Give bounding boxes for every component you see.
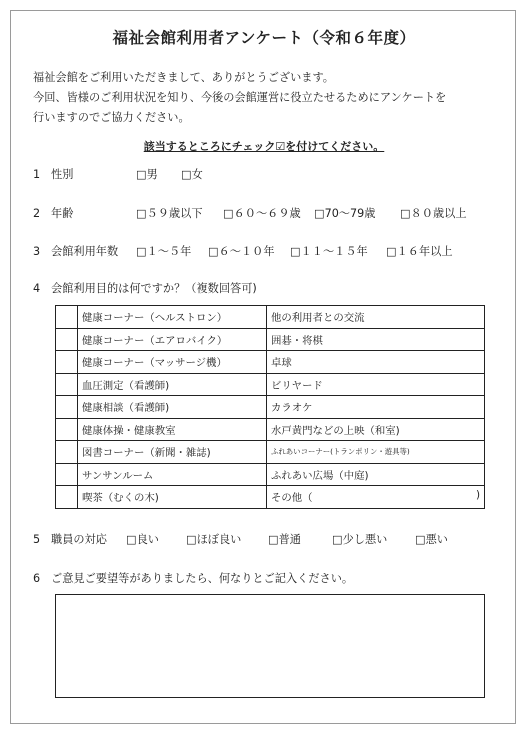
purpose-item: サンサンルーム	[78, 463, 267, 486]
question-staff	[33, 531, 448, 547]
checkbox-cell[interactable]	[56, 351, 78, 374]
instruction-text: 該当するところにチェック☑を付けてください。	[143, 140, 385, 153]
checkbox-cell[interactable]	[56, 396, 78, 419]
question-label: 年齢	[51, 207, 74, 220]
table-row	[56, 463, 485, 486]
purpose-item: 健康体操・健康教室	[78, 418, 267, 441]
question-label: 会館利用年数	[51, 245, 119, 258]
question-number: 1	[33, 168, 41, 181]
table-row	[56, 373, 485, 396]
intro-text	[33, 68, 446, 128]
page-title: 福祉会館利用者アンケート（令和６年度）	[112, 29, 416, 47]
purpose-item: 健康相談（看護師)	[78, 396, 267, 419]
question-number: 3	[33, 245, 41, 258]
option-male[interactable]: □男	[136, 168, 158, 181]
purpose-item: 健康コーナー（エアロバイク）	[78, 328, 267, 351]
intro-line: 行いますのでご協力ください。	[33, 111, 190, 124]
table-row	[56, 328, 485, 351]
checkbox-cell[interactable]	[56, 418, 78, 441]
question-purpose	[33, 280, 257, 296]
option-mostly-good[interactable]: □ほぼ良い	[186, 533, 242, 546]
question-number: 4	[33, 282, 41, 295]
checkbox-cell[interactable]	[56, 441, 78, 464]
table-row	[56, 306, 485, 329]
option-age-70-79[interactable]: □70～79歳	[314, 207, 376, 220]
checkbox-cell[interactable]	[56, 328, 78, 351]
question-label: 会館利用目的は何ですか？（複数回答可)	[51, 282, 257, 295]
purpose-table	[55, 305, 485, 509]
purpose-item: 喫茶（むくの木)	[78, 486, 267, 509]
question-years	[33, 243, 453, 259]
question-label: ご意見ご要望等がありましたら、何なりとご記入ください。	[51, 572, 354, 585]
intro-line: 福祉会館をご利用いただきまして、ありがとうございます。	[33, 71, 334, 84]
purpose-item: 他の利用者との交流	[267, 306, 485, 329]
option-age-60-69[interactable]: □６０～６９歳	[223, 207, 301, 220]
option-years-16-plus[interactable]: □１６年以上	[386, 245, 453, 258]
purpose-item: 卓球	[267, 351, 485, 374]
table-row	[56, 418, 485, 441]
purpose-item: ビリヤード	[267, 373, 485, 396]
checkbox-cell[interactable]	[56, 373, 78, 396]
option-bad[interactable]: □悪い	[415, 533, 448, 546]
option-slightly-bad[interactable]: □少し悪い	[332, 533, 388, 546]
option-years-6-10[interactable]: □６～１０年	[208, 245, 275, 258]
question-number: 5	[33, 533, 41, 546]
option-age-under-59[interactable]: □５９歳以下	[136, 207, 203, 220]
purpose-item: 水戸黄門などの上映（和室)	[267, 418, 485, 441]
question-comments	[33, 570, 353, 586]
other-label: その他（	[271, 492, 313, 505]
purpose-item: 健康コーナー（ヘルストロン）	[78, 306, 267, 329]
table-row	[56, 486, 485, 509]
table-row	[56, 441, 485, 464]
question-number: 2	[33, 207, 41, 220]
instruction	[0, 138, 528, 154]
question-label: 職員の対応	[51, 533, 107, 546]
checkbox-cell[interactable]	[56, 306, 78, 329]
purpose-item: カラオケ	[267, 396, 485, 419]
option-age-over-80[interactable]: □８０歳以上	[400, 207, 467, 220]
option-years-1-5[interactable]: □１～５年	[136, 245, 192, 258]
table-row	[56, 396, 485, 419]
question-age	[33, 205, 467, 221]
purpose-item-other[interactable]	[267, 486, 485, 509]
question-gender	[33, 166, 203, 182]
option-normal[interactable]: □普通	[268, 533, 301, 546]
checkbox-cell[interactable]	[56, 486, 78, 509]
purpose-item: 図書コーナー（新聞・雑誌)	[78, 441, 267, 464]
intro-line: 今回、皆様のご利用状況を知り、今後の会館運営に役立たせるためにアンケートを	[33, 91, 447, 104]
table-row	[56, 351, 485, 374]
option-years-11-15[interactable]: □１１～１５年	[290, 245, 368, 258]
comment-box[interactable]	[55, 594, 485, 698]
question-label: 性別	[51, 168, 74, 181]
purpose-item: ふれあい広場（中庭)	[267, 463, 485, 486]
other-close-paren: )	[475, 489, 480, 502]
option-good[interactable]: □良い	[126, 533, 159, 546]
checkbox-cell[interactable]	[56, 463, 78, 486]
purpose-item: 健康コーナー（マッサージ機）	[78, 351, 267, 374]
purpose-item: ふれあいコーナー(トランポリン・遊具等)	[267, 441, 485, 464]
purpose-item: 囲碁・将棋	[267, 328, 485, 351]
option-female[interactable]: □女	[181, 168, 203, 181]
purpose-item: 血圧測定（看護師)	[78, 373, 267, 396]
question-number: 6	[33, 572, 41, 585]
